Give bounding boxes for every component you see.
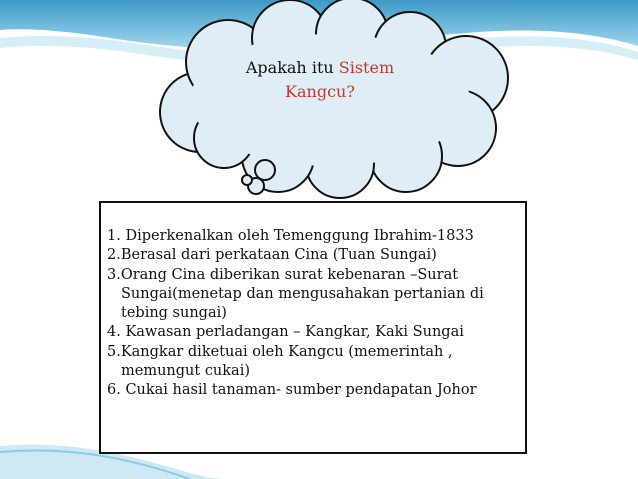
list-item-continuation: Sungai(menetap dan mengusahakan pertanian di (121, 285, 484, 302)
list-item: 1. Diperkenalkan oleh Temenggung Ibrahim-1833 (107, 228, 474, 244)
cloud-question-line2 (200, 80, 440, 104)
cloud-question (200, 56, 440, 104)
cloud-accent-kangcu: Kangcu? (285, 82, 355, 101)
list-item: 3.Orang Cina diberikan surat kebenaran –Surat (107, 266, 459, 283)
list-item: 6. Cukai hasil tanaman- sumber pendapatan Johor (107, 382, 477, 399)
list-item-continuation: tebing sungai) (121, 305, 227, 322)
list-item: 5.Kangkar diketuai oleh Kangcu (memerintah , (107, 343, 453, 360)
content-box (99, 201, 527, 454)
cloud-accent-sistem: Sistem (338, 58, 395, 77)
cloud-prefix: Apakah itu (245, 58, 334, 77)
list-item-continuation: memungut cukai) (121, 363, 250, 380)
list-item: 2.Berasal dari perkataan Cina (Tuan Sungai) (107, 247, 437, 264)
cloud-question-line1 (200, 56, 440, 80)
list-item: 4. Kawasan perladangan – Kangkar, Kaki Sungai (107, 324, 464, 341)
